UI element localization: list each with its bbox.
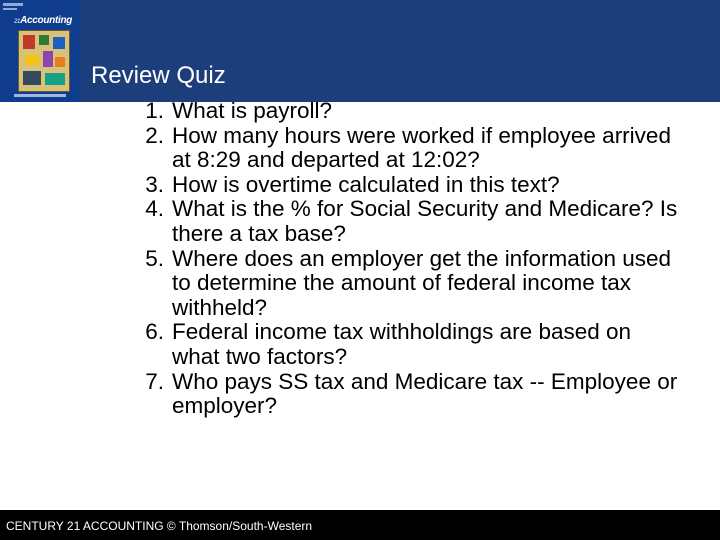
cover-logo-text: 21Accounting	[14, 15, 73, 26]
question-number: 7.	[145, 368, 164, 394]
question-text: Who pays SS tax and Medicare tax -- Employee or employer?	[172, 368, 678, 419]
footer-copyright: CENTURY 21 ACCOUNTING © Thomson/South-Western	[6, 519, 313, 533]
cover-decoration	[3, 3, 23, 6]
question-text: What is the % for Social Security and Medicare? Is there a tax base?	[172, 196, 678, 246]
question-item	[124, 247, 684, 321]
question-item	[124, 124, 684, 173]
question-item	[124, 370, 684, 419]
question-item	[124, 173, 684, 198]
slide-title: Review Quiz	[91, 62, 226, 89]
book-cover-image	[0, 0, 80, 102]
question-number: 4.	[145, 196, 164, 222]
cover-decoration	[3, 8, 17, 10]
question-number: 2.	[145, 122, 164, 148]
footer-bar	[0, 510, 720, 540]
cover-artwork	[18, 30, 70, 92]
question-text: What is payroll?	[172, 98, 333, 123]
question-number: 1.	[145, 98, 164, 123]
question-item	[124, 197, 684, 246]
cover-decoration	[14, 94, 66, 97]
question-text: How is overtime calculated in this text?	[172, 171, 560, 197]
question-text: How many hours were worked if employee arrived at 8:29 and departed at 12:02?	[172, 122, 671, 173]
question-list	[124, 99, 684, 419]
question-text: Federal income tax withholdings are based on what two factors?	[172, 319, 632, 369]
question-text: Where does an employer get the information used to determine the amount of federal income tax withheld?	[172, 245, 672, 320]
question-number: 3.	[145, 171, 164, 197]
question-number: 5.	[145, 245, 164, 271]
question-number: 6.	[145, 319, 164, 345]
question-item	[124, 99, 684, 124]
question-item	[124, 320, 684, 369]
